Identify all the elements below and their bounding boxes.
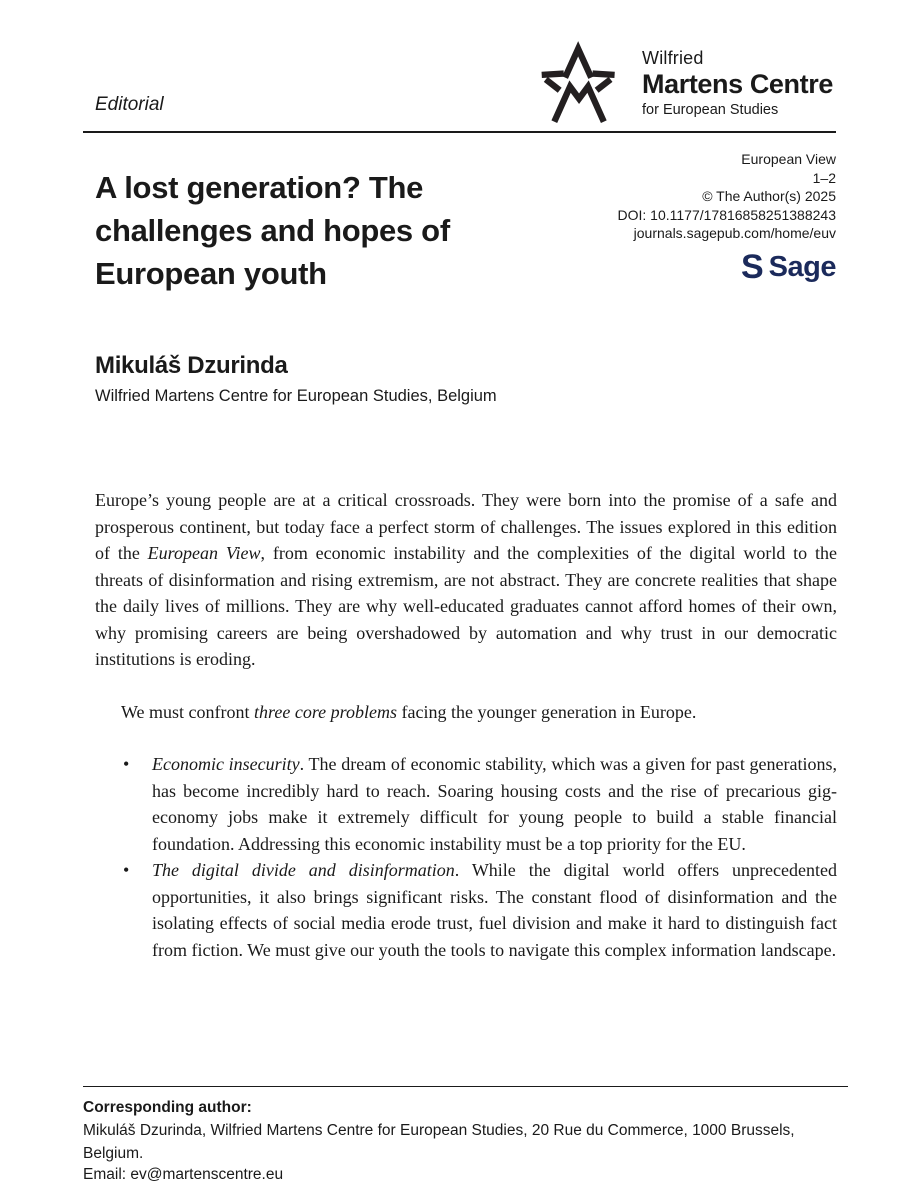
corresponding-author-email: Email: ev@martenscentre.eu	[83, 1166, 284, 1183]
sage-wordmark: Sage	[768, 250, 836, 283]
publisher-name-line2: Martens Centre	[642, 69, 833, 99]
article-title-line2: challenges and hopes of	[95, 213, 450, 248]
section-label: Editorial	[95, 94, 164, 115]
publisher-name-line3: for European Studies	[642, 102, 779, 118]
list-item-digital-divide: • The digital divide and disinformation. While the digital world offers unprecedented opportunities, it also brings significant risks. The constant flood of disinformation and the isolating effects of social media erode trust, fuel division and make it hard to distinguish fact from fiction. We must give our youth the tools to navigate this complex information landscape.	[95, 857, 837, 963]
journal-doi: DOI: 10.1177/17816858251388243	[617, 206, 836, 223]
author-name: Mikuláš Dzurinda	[95, 352, 288, 379]
body-paragraph-1: Europe’s young people are at a critical crossroads. They were born into the promise of a safe and prosperous continent, but today face a perfect storm of challenges. The issues explored in this edition of the European View, from economic instability and the complexities of the digital world to the threats of disinformation and rising extremism, are not abstract. They are concrete realities that shape the daily lives of millions. They are why well-educated graduates cannot afford homes of their own, why promising careers are being overshadowed by automation and why trust in our democratic institutions is eroding.	[95, 490, 837, 669]
journal-name: European View	[741, 151, 836, 167]
star-m-icon	[538, 38, 630, 128]
footer-rule	[83, 1086, 848, 1087]
author-affiliation: Wilfried Martens Centre for European Studies, Belgium	[95, 387, 497, 405]
publisher-name	[642, 38, 833, 118]
journal-copyright: © The Author(s) 2025	[702, 188, 836, 204]
article-title-line3: European youth	[95, 256, 327, 291]
publisher-name-line1: Wilfried	[642, 48, 704, 68]
article-body	[95, 487, 837, 963]
journal-pages: 1–2	[812, 169, 836, 186]
article-title-line1: A lost generation? The	[95, 170, 424, 205]
body-paragraph-2: We must confront three core problems facing the younger generation in Europe.	[121, 701, 697, 722]
sage-logo	[618, 247, 837, 286]
corresponding-author-footnote	[83, 1086, 848, 1184]
journal-info-block	[617, 150, 837, 286]
list-item-economic-insecurity: • Economic insecurity. The dream of economic stability, which was a given for past generations, has become incredibly hard to reach. Soaring housing costs and the rise of precarious gig-economy jobs make it extremely difficult for young people to build a stable financial foundation. Addressing this economic instability must be a top priority for the EU.	[95, 751, 837, 857]
corresponding-author-address: Mikuláš Dzurinda, Wilfried Martens Centre for European Studies, 20 Rue du Commerce, 1000 Brussels, Belgium.	[83, 1122, 795, 1162]
header-rule	[83, 131, 836, 133]
author-block	[95, 352, 497, 406]
martens-centre-logo	[538, 38, 833, 128]
corresponding-author-label: Corresponding author:	[83, 1099, 252, 1116]
core-problems-list	[95, 751, 837, 963]
journal-url: journals.sagepub.com/home/euv	[633, 225, 836, 241]
article-title	[95, 166, 450, 295]
sage-s-icon: S	[740, 247, 763, 286]
